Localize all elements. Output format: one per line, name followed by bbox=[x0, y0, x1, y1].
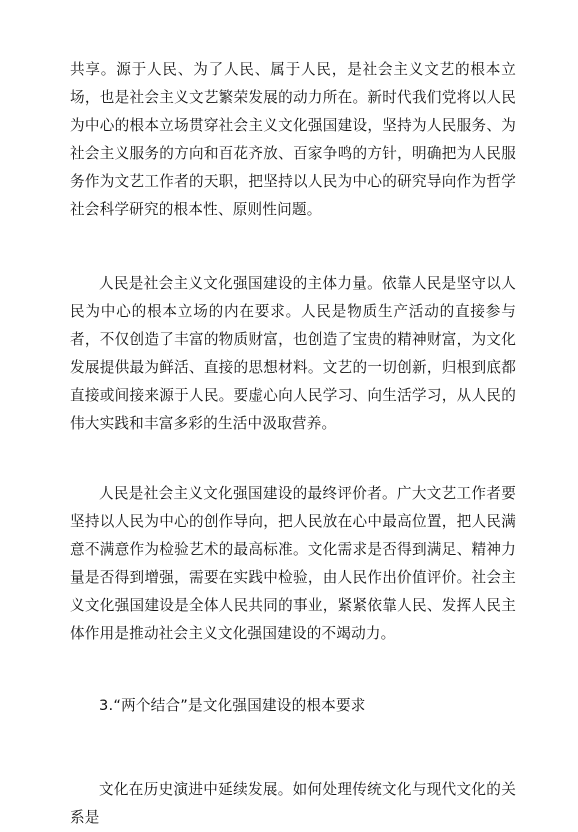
section-heading: 3.“两个结合”是文化强国建设的根本要求 bbox=[99, 697, 366, 714]
paragraph-continuation: 共享。源于人民、为了人民、属于人民，是社会主义文艺的根本立场，也是社会主义文艺繁荣发展的动力所在。新时代我们党将以人民为中心的根本立场贯穿社会主义文化强国建设，坚持为人民服务、为社会主义服务的方向和百花齐放、百家争鸣的方针，明确把为人民服务作为文艺工作者的天职，把坚持以人民为中心的研究导向作为哲学社会科学研究的根本性、原则性问题。 bbox=[70, 61, 516, 218]
paragraph-people-final-evaluator: 人民是社会主义文化强国建设的最终评价者。广大文艺工作者要坚持以人民为中心的创作导向，把人民放在心中最高位置，把人民满意不满意作为检验艺术的最高标准。文化需求是否得到满足、精神力量是否得到增强，需要在实践中检验，由人民作出价值评价。社会主义文化强国建设是全体人民共同的事业，紧紧依靠人民、发挥人民主体作用是推动社会主义文化强国建设的不竭动力。 bbox=[70, 485, 516, 642]
paragraph-culture-history: 文化在历史演进中延续发展。如何处理传统文化与现代文化的关系是 bbox=[70, 781, 516, 826]
paragraph-people-main-force: 人民是社会主义文化强国建设的主体力量。依靠人民是坚守以人民为中心的根本立场的内在要求。人民是物质生产活动的直接参与者，不仅创造了丰富的物质财富，也创造了宝贵的精神财富，为文化发展提供最为鲜活、直接的思想材料。文艺的一切创新，归根到底都直接或间接来源于人民。要虚心向人民学习、向生活学习，从人民的伟大实践和丰富多彩的生活中汲取营养。 bbox=[70, 275, 516, 432]
